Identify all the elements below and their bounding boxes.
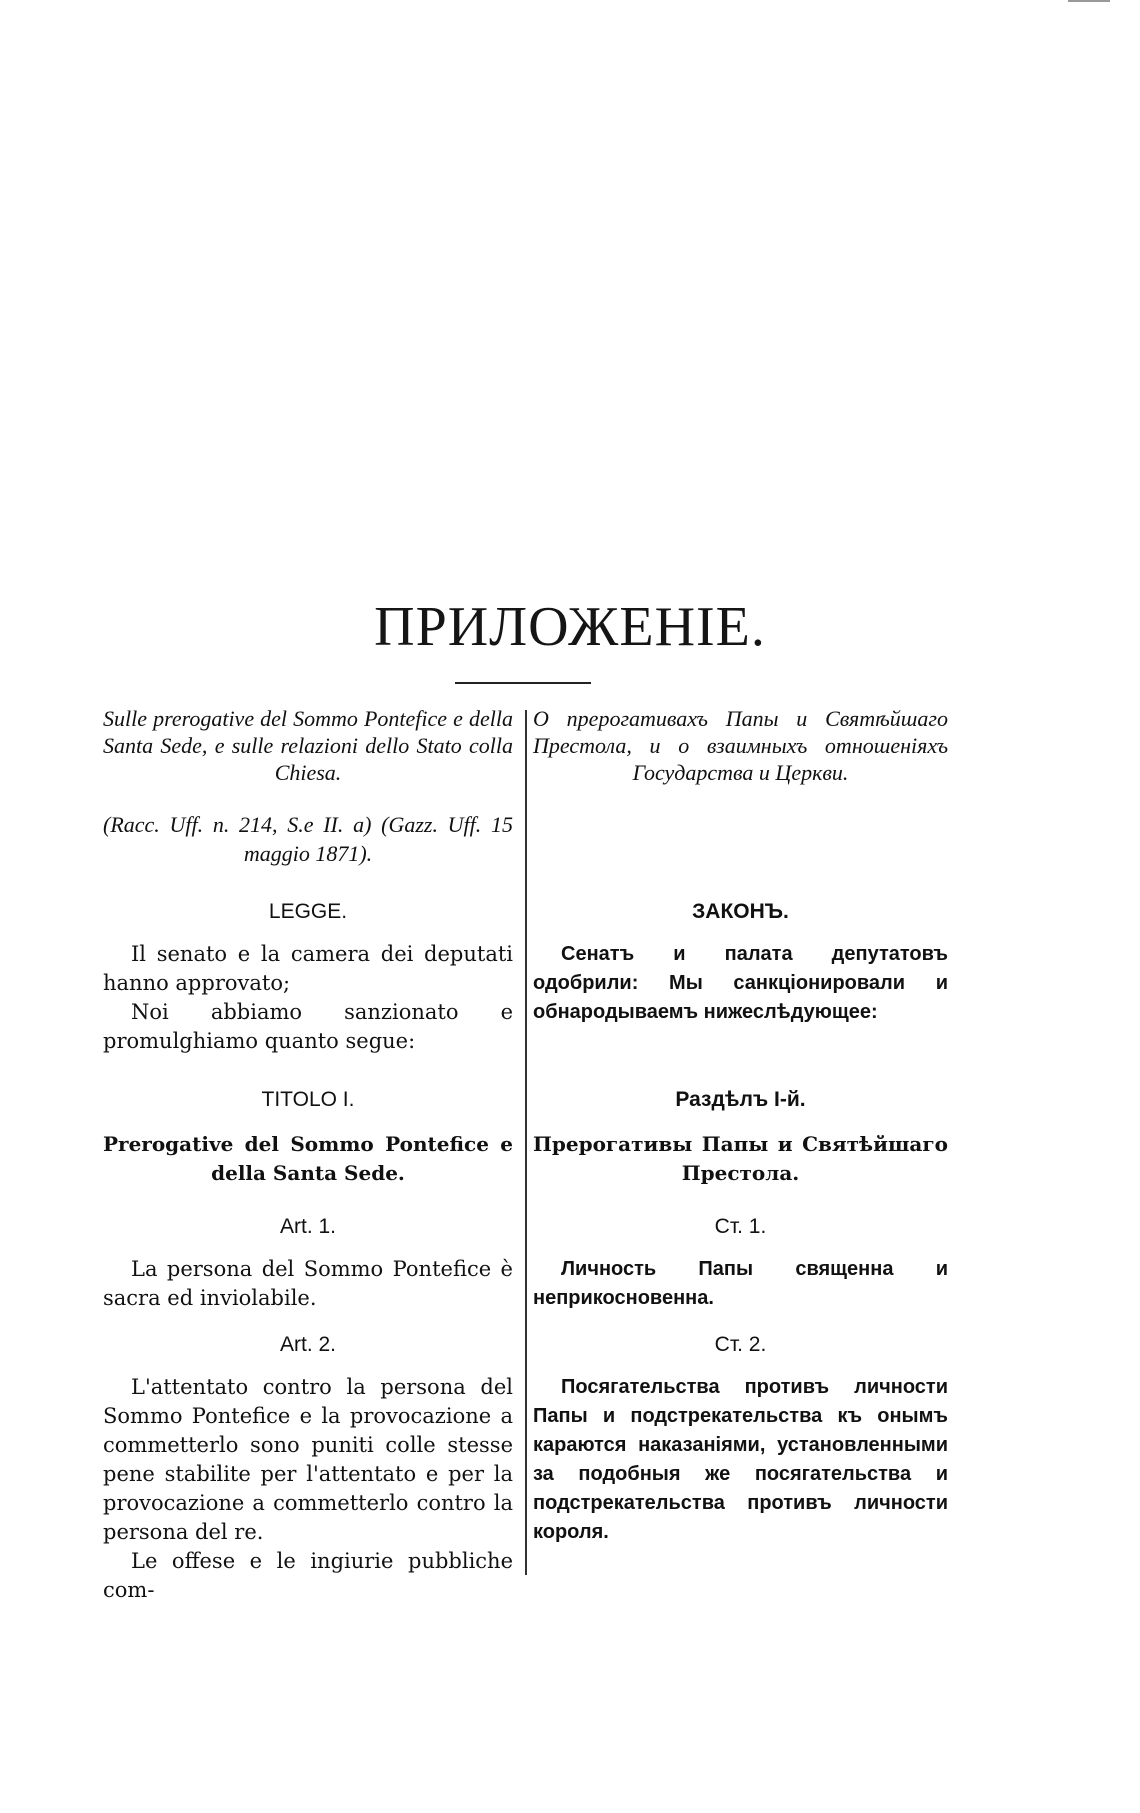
italian-art2-text-continued: Le offese e le ingiurie pubbliche com- bbox=[103, 1549, 513, 1602]
russian-title-heading: Раздѣлъ I-й. bbox=[675, 1088, 806, 1111]
title-rule bbox=[455, 682, 591, 684]
russian-art2-text: Посягательства противъ личности Папы и подстрекательства къ онымъ караются наказаніями, установленными за подобныя же посягательства и подстрекательства противъ личности короля. bbox=[533, 1376, 948, 1543]
italian-law-heading: LEGGE. bbox=[268, 900, 348, 923]
italian-citation: (Racc. Uff. n. 214, S.e II. a) (Gazz. Uff. 15 maggio 1871). bbox=[103, 812, 513, 866]
column-divider bbox=[525, 710, 527, 1575]
russian-subtitle: О прерогативахъ Папы и Святѣйшаго Престола, и о взаимныхъ отношеніяхъ Государства и Церкви. bbox=[533, 706, 948, 785]
scan-edge-mark bbox=[1068, 0, 1110, 2]
russian-art1-text: Личность Папы священна и неприкосновенна. bbox=[533, 1258, 948, 1309]
italian-art2-text: L'attentato contro la persona del Sommo Pontefice e la provocazione a commetterlo sono puniti colle stesse pene stabilite per l'attentato e per la provocazione a commetterlo contro la persona del re. bbox=[103, 1375, 513, 1544]
russian-art2-heading: Ст. 2. bbox=[714, 1333, 767, 1356]
russian-art1-heading: Ст. 1. bbox=[714, 1215, 767, 1238]
italian-subtitle: Sulle prerogative del Sommo Pontefice e della Santa Sede, e sulle relazioni dello Stato colla Chiesa. bbox=[103, 706, 513, 785]
page-title: ПРИЛОЖЕНІЕ. bbox=[374, 596, 766, 658]
italian-title-heading: TITOLO I. bbox=[261, 1088, 355, 1111]
italian-art1-text: La persona del Sommo Pontefice è sacra ed inviolabile. bbox=[103, 1257, 513, 1310]
italian-title-name: Prerogative del Sommo Pontefice e della Santa Sede. bbox=[103, 1132, 513, 1185]
russian-preamble: Сенатъ и палата депутатовъ одобрили: Мы санкціонировали и обнародываемъ нижеслѣдующее: bbox=[533, 943, 948, 1023]
italian-preamble-2: Noi abbiamo sanzionato e promulghiamo quanto segue: bbox=[103, 1000, 513, 1053]
italian-preamble-1: Il senato e la camera dei deputati hanno approvato; bbox=[103, 942, 513, 995]
russian-title-name: Прерогативы Папы и Святѣйшаго Престола. bbox=[533, 1132, 948, 1185]
russian-law-heading: ЗАКОНЪ. bbox=[692, 900, 789, 923]
italian-art2-heading: Art. 2. bbox=[279, 1333, 337, 1356]
italian-art1-heading: Art. 1. bbox=[279, 1215, 337, 1238]
